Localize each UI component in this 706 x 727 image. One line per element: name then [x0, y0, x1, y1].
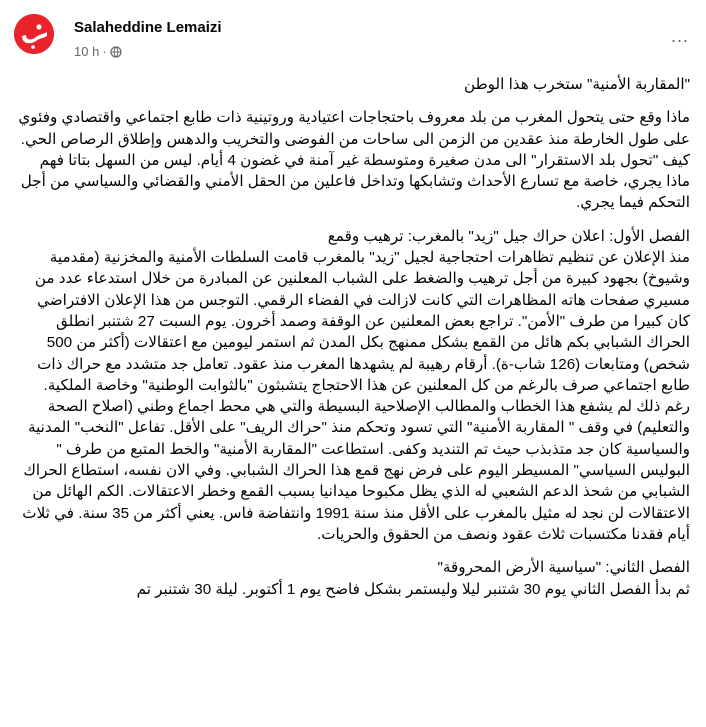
meta-separator: ·	[102, 44, 107, 59]
lakome-logo-icon	[14, 14, 54, 54]
section1-body2: رغم ذلك لم يشفع هذا الخطاب والمطالب الإصلاحية البسيطة والتي هي محط اجماع وطني (اصلاح الصحة والتعليم) في وقف " المقاربة الأمنية" التي تسود وتحكم منذ "حراك الريف" على الأقل. تفاعل "النخب" المدنية والسياسية كان جد متذبذب حيث تم التنديد وكفى. استطاعت "المقاربة الأمنية" والخط المتبع من طرف " البوليس السياسي" المسيطر اليوم على فرض نهج قمع هذا الحراك الشبابي. وفي الان نفسه، استطاع الحراك الشبابي من شحذ الدعم الشعبي له الذي يظل مكبوحا ميدانيا بسبب القمع وخطر الاعتقالات. الكم الهائل من الاعتقالات لن نجد له مثيل بالمغرب على الأقل منذ سنة 1991 وانتفاضة فاس. يعني أكثر من 35 سنة. في ثلاث أيام فقدنا مكتسبات ثلاث عقود ونصف من الحقوق والحريات.	[22, 398, 690, 543]
post-content	[0, 74, 706, 600]
post-header	[0, 0, 706, 76]
post-meta	[74, 44, 122, 59]
section1-body: منذ الإعلان عن تنظيم تظاهرات احتجاجية لجيل "زيد" بالمغرب قامت السلطات الأمنية والمخزنية (مقدمية وشيوخ) بجهود كبيرة من أجل ترهيب والضغط على الشباب المعلنين عن المبادرة من خلال استدعاء عدد من مسيري صفحات هاته المظاهرات التي كانت لازالت في الفضاء الرقمي. التوجس من هذا الإعلان الافتراضي كان كبيرا من طرف "الأمن". تراجع بعض المعلنين عن الوقفة وصمد أخرون. يوم السبت 27 شتنبر انطلق الحراك الشبابي بكم هائل من القمع بشكل ممنهج بكل المدن ثم استمر ليومين مع اعتقالات (أكثر من 500 شخص) ومتابعات (126 شاب-ة). أرقام رهيبة لم يشهدها المغرب منذ عقود. تعامل جد متشدد مع حراك ذات طابع اجتماعي صرف بالرغم من كل المعلنين عن هذا الاحتجاج يتشبثون "بالثوابت الوطنية" وخاصة الملكية.	[34, 249, 690, 394]
author-name[interactable]: Salaheddine Lemaizi	[74, 19, 222, 36]
post-intro: ماذا وقع حتى يتحول المغرب من بلد معروف باحتجاجات اعتيادية وروتينية ذات طابع اجتماعي واقتصادي وفئوي على طول الخارطة منذ عقدين من الزمن الى ساحات من الفوضى والتخريب والدهس وإطلاق الرصاص الحي. كيف "تحول بلد الاستقرار" الى مدن صغيرة ومتوسطة غير آمنة في غضون 4 أيام. ليس من السهل بتاتا فهم ماذا يجري، خاصة مع تسارع الأحداث وتشابكها وتداخل فاعلين من الحقل الأمني والقضائي والسياسي من أجل التحكم فيما يجري.	[18, 109, 690, 212]
section2-body: ثم بدأ الفصل الثاني يوم 30 شتنبر ليلا وليستمر بشكل فاضح يوم 1 أكتوبر. ليلة 30 شتنبر تم	[136, 580, 690, 598]
post-title: "المقاربة الأمنية" ستخرب هذا الوطن	[464, 76, 690, 93]
globe-icon	[110, 46, 122, 58]
section2-title: الفصل الثاني: "سياسية الأرض المحروقة"	[437, 559, 690, 577]
more-options-icon[interactable]: ...	[670, 25, 689, 46]
post-timestamp[interactable]: 10 h	[74, 44, 100, 59]
section1-title: الفصل الأول: اعلان حراك جيل "زيد" بالمغرب: ترهيب وقمع	[327, 227, 690, 245]
avatar[interactable]	[14, 14, 54, 54]
